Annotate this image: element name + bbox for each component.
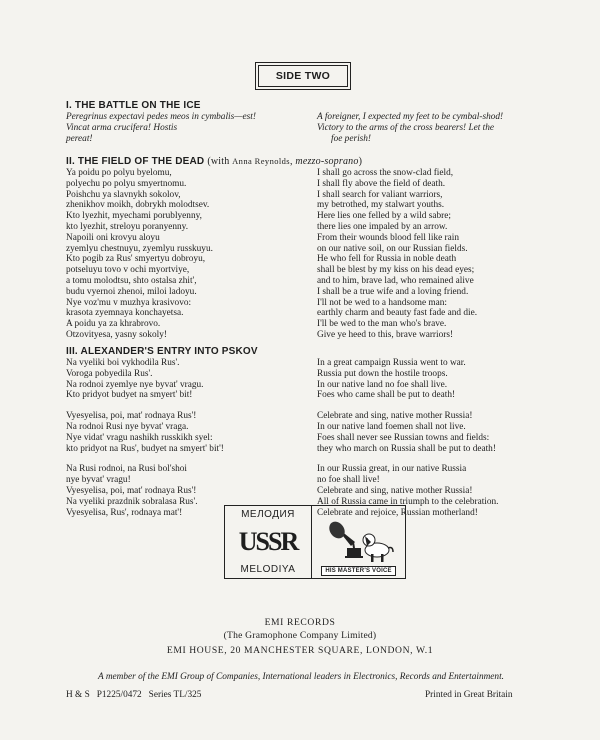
section3-english-text [317, 358, 499, 518]
text-line: In a great campaign Russia went to war. [317, 358, 466, 368]
text-line: I shall be a true wife and a loving friend. [317, 286, 469, 297]
text-line: Celebrate and sing, native mother Russia! [317, 485, 473, 496]
text-line: polyechu po polyu smyertnomu. [66, 178, 187, 189]
text-line: nye byvat' vragu! [66, 475, 131, 486]
footer-catalog-code: H & S P1225/0472 Series TL/325 [66, 690, 202, 700]
section2-russian-text [66, 168, 213, 341]
text-line: I shall search for valiant warriors, [317, 189, 443, 200]
text-line: Celebrate and sing, native mother Russia! [317, 411, 473, 422]
text-line: In our native land foemen shall not live. [317, 421, 466, 432]
text-line: Victory to the arms of the cross bearers! Let the [317, 122, 495, 133]
section-title-text: II. THE FIELD OF THE DEAD [66, 156, 205, 167]
text-line: From their wounds blood fell like rain [317, 232, 460, 243]
logo-ussr-mark: USSR [238, 527, 298, 556]
footer-company-sub: (The Gramophone Company Limited) [223, 630, 377, 641]
text-line: no foe shall live! [317, 475, 380, 486]
footer-address: EMI HOUSE, 20 MANCHESTER SQUARE, LONDON, W.1 [166, 645, 434, 656]
text-line: Voroga pobyedila Rus'. [66, 368, 153, 379]
section-title-field [66, 156, 362, 167]
section-performer: (with Anna Reynolds, mezzo-soprano) [207, 156, 363, 167]
text-line: I shall fly above the field of death. [317, 178, 446, 189]
text-line: Vyesyelisa, Rus', rodnaya mat'! [66, 507, 183, 518]
performer-suffix: ) [358, 156, 363, 167]
text-line: Na rodnoi Rusi nye byvat' vraga. [66, 421, 189, 432]
logo-cyrillic: МЕЛОДИЯ [241, 509, 295, 520]
text-line: Na rodnoi zyemlye nye byvat' vragu. [66, 379, 204, 390]
section2-english-text [317, 168, 477, 341]
text-line: zyemlyu chestnuyu, zyemlyu russkuyu. [66, 243, 213, 254]
text-line: shall be blest by my kiss on his dead eyes; [317, 265, 475, 276]
text-line: Peregrinus expectavi pedes meos in cymbalis—est! [66, 112, 256, 122]
footer-company: EMI RECORDS [264, 617, 336, 628]
hmv-logo [312, 505, 406, 579]
footer-tagline: A member of the EMI Group of Companies, International leaders in Electronics, Records and Entertainment. [98, 672, 504, 682]
text-line: Na Rusi rodnoi, na Rusi bol'shoi [66, 464, 187, 475]
text-line: zhenikhov moikh, dobrykh molodtsev. [66, 200, 210, 211]
text-line: Here lies one felled by a wild sabre; [317, 211, 451, 222]
text-line: my betrothed, my stalwart youths. [317, 200, 445, 211]
text-line: potseluyu tovo v ochi myortviye, [66, 265, 190, 276]
text-line: Nye voz'mu v muzhya krasivovo: [66, 297, 192, 308]
stanza-gap [317, 401, 499, 411]
section-title-battle: I. THE BATTLE ON THE ICE [66, 100, 201, 111]
nipper-gramophone-icon [321, 520, 397, 564]
performer-prefix: (with [207, 156, 233, 167]
section1-latin-text [66, 112, 256, 144]
text-line: Vyesyelisa, poi, mat' rodnaya Rus'! [66, 411, 197, 422]
text-line: pereat! [66, 133, 93, 144]
text-line: Kto pridyot budyet na smyert' bit! [66, 390, 193, 401]
text-line: kto lyezhit, streloyu poranyenny. [66, 221, 189, 232]
text-line: I'll be wed to the man who's brave. [317, 319, 447, 330]
text-line: Na vyeliki boi vykhodila Rus'. [66, 358, 180, 368]
text-line: Vyesyelisa, poi, mat' rodnaya Rus'! [66, 485, 197, 496]
hmv-text: HIS MASTER'S VOICE [321, 566, 395, 576]
text-line: they who march on Russia shall be put to death! [317, 443, 496, 454]
text-line: Give ye heed to this, brave warriors! [317, 329, 454, 340]
section-title-pskov: III. ALEXANDER'S ENTRY INTO PSKOV [66, 346, 258, 357]
text-line: foe perish! [331, 133, 372, 144]
melodiya-hmv-logo [224, 505, 410, 581]
performer-name: Anna Reynolds [232, 156, 290, 166]
text-line: Na vyeliki prazdnik sobralasa Rus'. [66, 496, 198, 507]
text-line: A poidu ya za khrabrovo. [66, 319, 161, 330]
performer-role: mezzo-soprano [295, 156, 359, 167]
text-line: on our native soil, on our Russian fields. [317, 243, 468, 254]
section3-russian-text [66, 358, 224, 518]
text-line: Nye vidat' vragu nashikh russkikh syel: [66, 432, 213, 443]
text-line: All of Russia came in triumph to the celebration. [317, 496, 499, 507]
text-line: budu vyernoi zhenoi, miloi ladoyu. [66, 286, 197, 297]
text-line: Kto lyezhit, myechami porublyenny, [66, 211, 202, 222]
text-line: A foreigner, I expected my feet to be cymbal-shod! [317, 112, 504, 122]
stanza-gap [66, 401, 224, 411]
text-line: In our Russia great, in our native Russia [317, 464, 467, 475]
section1-english-text [317, 112, 503, 144]
text-line: and to him, brave lad, who remained alive [317, 275, 474, 286]
text-line: krasota zyemnaya konchayetsa. [66, 308, 184, 319]
melodiya-logo [224, 505, 312, 579]
stanza-gap [317, 454, 499, 464]
text-line: there lies one impaled by an arrow. [317, 221, 448, 232]
text-line: Ya poidu po polyu byelomu, [66, 168, 172, 178]
text-line: I'll not be wed to a handsome man: [317, 297, 447, 308]
text-line: Kto pogib za Rus' smyertyu dobroyu, [66, 254, 206, 265]
text-line: Celebrate and rejoice, Russian motherland! [317, 507, 478, 518]
text-line: Poishchu ya slavnykh sokolov, [66, 189, 181, 200]
text-line: Russia put down the hostile troops. [317, 368, 448, 379]
text-line: earthly charm and beauty fast fade and die. [317, 308, 478, 319]
text-line: Vincat arma crucifera! Hostis [66, 122, 178, 133]
text-line: Otzovityesa, yasny sokoly! [66, 329, 167, 340]
text-line: Napoili oni krovyu aloyu [66, 232, 160, 243]
text-line: Foes who came shall be put to death! [317, 390, 456, 401]
text-line: He who fell for Russia in noble death [317, 254, 457, 265]
footer-printed: Printed in Great Britain [425, 690, 513, 700]
side-label: SIDE TWO [258, 65, 348, 87]
text-line: kto pridyot na Rus', budyet na smyert' bit'! [66, 443, 224, 454]
logo-latin: MELODIYA [240, 564, 296, 575]
text-line: a tomu molodtsu, shto ostalsa zhit', [66, 275, 197, 286]
text-line: I shall go across the snow-clad field, [317, 168, 454, 178]
text-line: In our native land no foe shall live. [317, 379, 448, 390]
stanza-gap [66, 454, 224, 464]
text-line: Foes shall never see Russian towns and fields: [317, 432, 490, 443]
